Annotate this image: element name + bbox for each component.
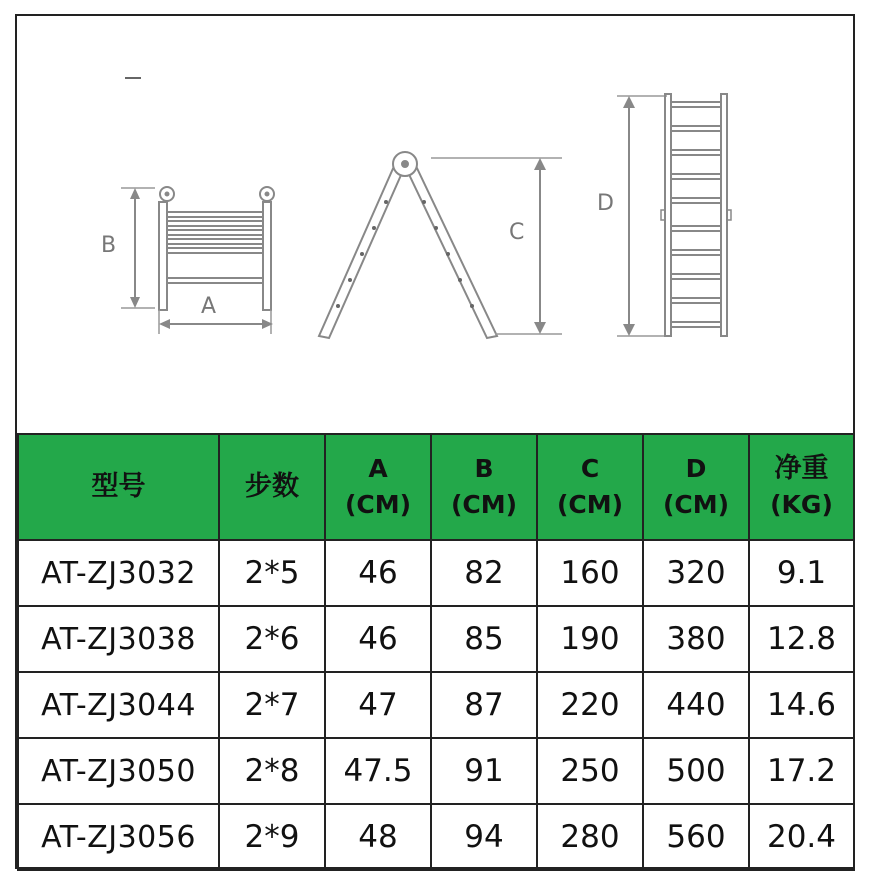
- cell-weight: 17.2: [749, 738, 854, 804]
- cell-d: 440: [643, 672, 749, 738]
- cell-steps: 2*5: [219, 540, 325, 606]
- header-d: D (CM): [643, 434, 749, 540]
- header-b: B (CM): [431, 434, 537, 540]
- table-row: [18, 540, 854, 606]
- table-header-row: [18, 434, 854, 540]
- cell-a: 46: [325, 606, 431, 672]
- cell-weight: 12.8: [749, 606, 854, 672]
- cell-steps: 2*7: [219, 672, 325, 738]
- table-row: [18, 738, 854, 804]
- cell-steps: 2*9: [219, 804, 325, 870]
- cell-b: 94: [431, 804, 537, 870]
- cell-weight: 20.4: [749, 804, 854, 870]
- cell-b: 82: [431, 540, 537, 606]
- spec-sheet: [15, 14, 855, 869]
- table-row: [18, 606, 854, 672]
- ladder-diagram-graphic: [17, 16, 853, 433]
- cell-b: 85: [431, 606, 537, 672]
- cell-a: 46: [325, 540, 431, 606]
- cell-steps: 2*6: [219, 606, 325, 672]
- table-row: [18, 672, 854, 738]
- cell-a: 47: [325, 672, 431, 738]
- cell-a: 47.5: [325, 738, 431, 804]
- cell-a: 48: [325, 804, 431, 870]
- dimension-label-b: B: [101, 233, 117, 258]
- cell-d: 320: [643, 540, 749, 606]
- cell-c: 160: [537, 540, 643, 606]
- spec-table: [17, 433, 855, 871]
- ladder-extended: [617, 94, 731, 336]
- header-model: 型号: [18, 434, 219, 540]
- header-c: C (CM): [537, 434, 643, 540]
- cell-steps: 2*8: [219, 738, 325, 804]
- cell-model: AT-ZJ3044: [18, 672, 219, 738]
- cell-weight: 14.6: [749, 672, 854, 738]
- cell-c: 250: [537, 738, 643, 804]
- cell-model: AT-ZJ3038: [18, 606, 219, 672]
- cell-b: 87: [431, 672, 537, 738]
- cell-model: AT-ZJ3050: [18, 738, 219, 804]
- cell-model: AT-ZJ3032: [18, 540, 219, 606]
- ladder-diagram: [17, 16, 853, 433]
- cell-b: 91: [431, 738, 537, 804]
- cell-d: 500: [643, 738, 749, 804]
- ladder-folded: [121, 187, 274, 334]
- cell-d: 560: [643, 804, 749, 870]
- dimension-label-c: C: [509, 220, 525, 245]
- dimension-label-a: A: [201, 294, 217, 319]
- ladder-a-frame: [319, 152, 562, 338]
- table-row: [18, 804, 854, 870]
- cell-c: 280: [537, 804, 643, 870]
- cell-weight: 9.1: [749, 540, 854, 606]
- header-net-weight: 净重 (KG): [749, 434, 854, 540]
- header-a: A (CM): [325, 434, 431, 540]
- cell-c: 190: [537, 606, 643, 672]
- cell-d: 380: [643, 606, 749, 672]
- cell-c: 220: [537, 672, 643, 738]
- cell-model: AT-ZJ3056: [18, 804, 219, 870]
- header-steps: 步数: [219, 434, 325, 540]
- dimension-label-d: D: [597, 191, 614, 216]
